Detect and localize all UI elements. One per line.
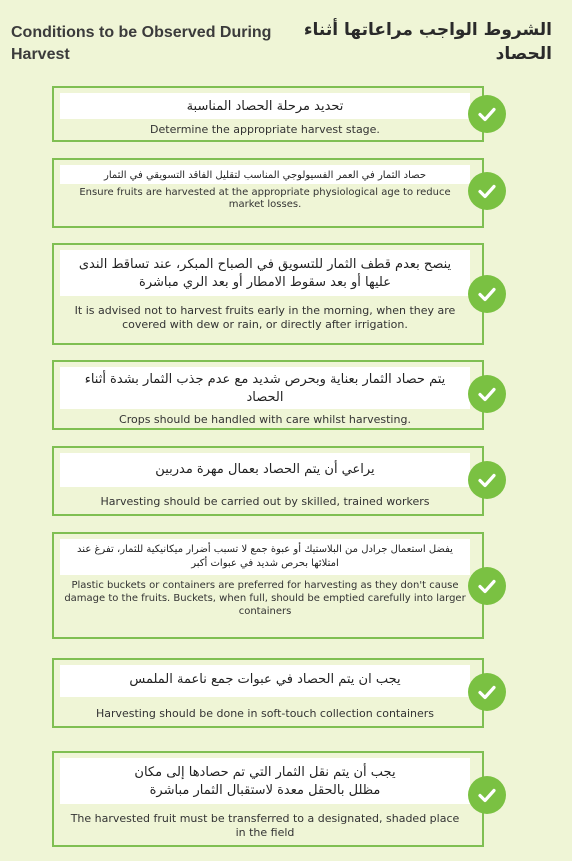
- condition-text-ar: يراعي أن يتم الحصاد بعمال مهرة مدربين: [60, 453, 470, 487]
- check-circle-icon: [468, 275, 506, 313]
- condition-card-5: [52, 446, 484, 516]
- check-circle-icon: [468, 461, 506, 499]
- check-circle-icon: [468, 567, 506, 605]
- condition-card-6: [52, 532, 484, 639]
- condition-text-en: Crops should be handled with care whilst harvesting.: [119, 413, 411, 426]
- page-title-en: Conditions to be Observed During Harvest: [11, 24, 272, 63]
- condition-text-en: The harvested fruit must be transferred to a designated, shaded place in the field: [70, 812, 460, 839]
- condition-card-4: [52, 360, 484, 430]
- condition-text-en: Plastic buckets or containers are preferred for harvesting as they don't cause damage to the fruits. Buckets, when full, should be emptied carefully into larger containers: [64, 580, 466, 617]
- condition-card-3: [52, 243, 484, 345]
- condition-text-en: Harvesting should be done in soft-touch collection containers: [95, 707, 435, 720]
- check-circle-icon: [468, 95, 506, 133]
- condition-text-ar: يجب ان يتم الحصاد في عبوات جمع ناعمة الملمس: [60, 665, 470, 697]
- condition-card-8: [52, 751, 484, 847]
- condition-card-2: [52, 158, 484, 228]
- check-circle-icon: [468, 776, 506, 814]
- condition-text-en: Determine the appropriate harvest stage.: [150, 123, 380, 136]
- condition-card-7: [52, 658, 484, 728]
- check-circle-icon: [468, 673, 506, 711]
- condition-card-1: [52, 86, 484, 142]
- page-title-ar: الشروط الواجب مراعاتها أثناء الحصاد: [303, 20, 552, 64]
- condition-text-ar: حصاد الثمار في العمر الفسيولوجي المناسب لتقليل الفاقد التسويقي في الثمار: [60, 165, 470, 184]
- condition-text-en: Harvesting should be carried out by skilled, trained workers: [100, 495, 430, 508]
- condition-text-ar: يتم حصاد الثمار بعناية وبحرص شديد مع عدم جذب الثمار بشدة أثناء الحصاد: [60, 367, 470, 409]
- condition-text-ar: يجب أن يتم نقل الثمار التي تم حصادها إلى مكان مظلل بالحقل معدة لاستقبال الثمار مباشرة: [60, 758, 470, 804]
- check-circle-icon: [468, 375, 506, 413]
- check-circle-icon: [468, 172, 506, 210]
- condition-text-en: Ensure fruits are harvested at the appropriate physiological age to reduce market losses.: [79, 187, 451, 210]
- condition-text-ar: ينصح بعدم قطف الثمار للتسويق في الصباح المبكر، عند تساقط الندى عليها أو بعد سقوط الامطار أو بعد الري مباشرة: [60, 250, 470, 296]
- condition-text-ar: يفضل استعمال جرادل من البلاستيك أو عبوة جمع لا تسبب أضرار ميكانيكية للثمار، تفرغ عند امتلائها بحرص شديد في عبوات أكبر: [60, 539, 470, 575]
- condition-text-en: It is advised not to harvest fruits early in the morning, when they are covered with dew or rain, or directly after irrigation.: [74, 304, 456, 331]
- condition-text-ar: تحديد مرحلة الحصاد المناسبة: [60, 93, 470, 119]
